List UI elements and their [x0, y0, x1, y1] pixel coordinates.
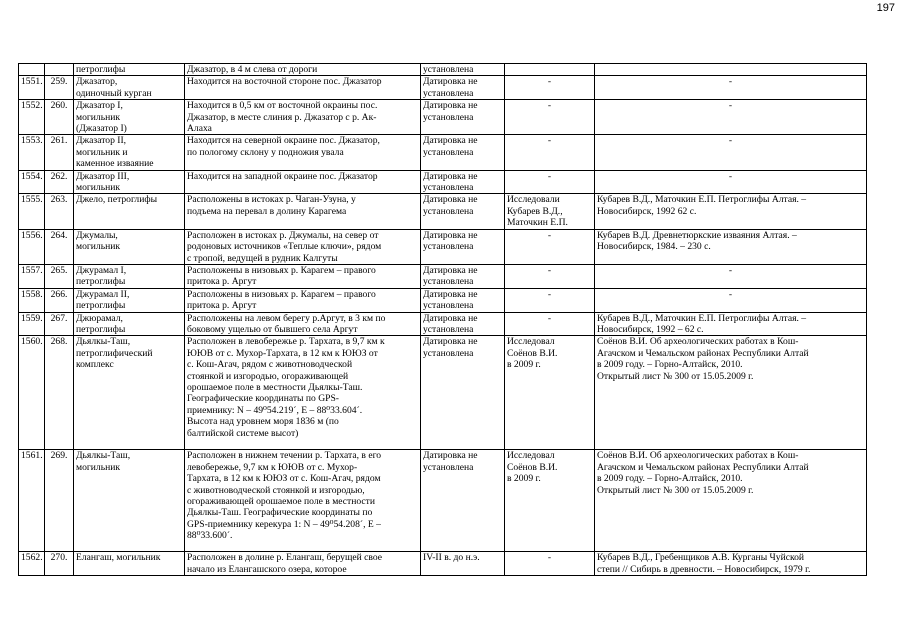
monument-literature: -: [595, 100, 867, 135]
row-sub-number: 265.: [45, 264, 74, 288]
monument-location: Находится на западной окраине пос. Джазатор: [185, 170, 421, 194]
monument-name: Джумалы, могильник: [74, 229, 185, 264]
monument-research: -: [505, 100, 595, 135]
row-sub-number: 268.: [45, 336, 74, 450]
row-number: 1562.: [19, 552, 45, 576]
monument-name: Джурамал II, петроглифы: [74, 288, 185, 312]
monument-dating: Датировка не установлена: [421, 135, 505, 170]
monument-dating: IV-II в. до н.э.: [421, 552, 505, 576]
monument-registry-table: [18, 63, 867, 576]
monument-dating: Датировка не установлена: [421, 336, 505, 450]
row-number: 1558.: [19, 288, 45, 312]
monument-location: Расположен в нижнем течении р. Тархата, в его левобережье, 9,7 км к ЮЮВ от с. Мухор- Тархата, в 12 км к ЮЮЗ от с. Кош-Агач, рядом с животноводческой стоянкой и изгородью, огораживающей орошаемое поле в местности Дьялкы-Таш. Географические координаты по GPS-приемнику керекура 1: N – 49⁰54.208´, E – 88⁰33.600´.: [185, 450, 421, 552]
monument-research: Исследовали Кубарев В.Д., Маточкин Е.П.: [505, 194, 595, 229]
row-number: 1555.: [19, 194, 45, 229]
row-number: 1557.: [19, 264, 45, 288]
monument-location: Расположен в долине р. Елангаш, берущей свое начало из Елангашского озера, которое: [185, 552, 421, 576]
monument-name: Джюрамал, петроглифы: [74, 312, 185, 336]
monument-research: -: [505, 288, 595, 312]
row-number: 1553.: [19, 135, 45, 170]
table-row: [19, 100, 867, 135]
monument-research: -: [505, 76, 595, 100]
monument-name: Джазатор, одиночный курган: [74, 76, 185, 100]
monument-dating: Датировка не установлена: [421, 170, 505, 194]
monument-literature: -: [595, 135, 867, 170]
monument-dating: установлена: [421, 64, 505, 76]
table-row: [19, 264, 867, 288]
monument-name: петроглифы: [74, 64, 185, 76]
row-sub-number: 269.: [45, 450, 74, 552]
row-sub-number: 260.: [45, 100, 74, 135]
monument-research: -: [505, 170, 595, 194]
monument-dating: Датировка не установлена: [421, 264, 505, 288]
monument-research: -: [505, 312, 595, 336]
monument-dating: Датировка не установлена: [421, 229, 505, 264]
monument-name: Джурамал I, петроглифы: [74, 264, 185, 288]
row-number: 1554.: [19, 170, 45, 194]
monument-name: Дьялкы-Таш, могильник: [74, 450, 185, 552]
monument-name: Джазатор II, могильник и каменное изваяние: [74, 135, 185, 170]
table-row: [19, 194, 867, 229]
monument-location: Находится на восточной стороне пос. Джазатор: [185, 76, 421, 100]
row-number: 1559.: [19, 312, 45, 336]
table-row: [19, 170, 867, 194]
page-number: 197: [876, 2, 895, 14]
monument-literature: Кубарев В.Д., Гребенщиков А.В. Курганы Чуйской степи // Сибирь в древности. – Новосибирск, 1979 г.: [595, 552, 867, 576]
monument-literature: Кубарев В.Д., Маточкин Е.П. Петроглифы Алтая. – Новосибирск, 1992 – 62 с.: [595, 312, 867, 336]
monument-research: [505, 64, 595, 76]
row-sub-number: 266.: [45, 288, 74, 312]
monument-literature: Соёнов В.И. Об археологических работах в Кош- Агачском и Чемальском районах Республики Алтай в 2009 году. – Горно-Алтайск, 2010. Открытый лист № 300 от 15.05.2009 г.: [595, 450, 867, 552]
monument-literature: -: [595, 170, 867, 194]
row-number: 1552.: [19, 100, 45, 135]
monument-location: Джазатор, в 4 м слева от дороги: [185, 64, 421, 76]
row-sub-number: 267.: [45, 312, 74, 336]
row-number: 1560.: [19, 336, 45, 450]
monument-location: Расположены в истоках р. Чаган-Узуна, у подъема на перевал в долину Карагема: [185, 194, 421, 229]
registry-body: [19, 64, 867, 576]
row-sub-number: 264.: [45, 229, 74, 264]
monument-location: Расположены на левом берегу р.Аргут, в 3 км по боковому ущелью от бывшего села Аргут: [185, 312, 421, 336]
table-row: [19, 288, 867, 312]
monument-dating: Датировка не установлена: [421, 312, 505, 336]
monument-research: Исследовал Соёнов В.И. в 2009 г.: [505, 450, 595, 552]
row-sub-number: 270.: [45, 552, 74, 576]
table-row: [19, 450, 867, 552]
row-number: 1561.: [19, 450, 45, 552]
table-row: [19, 312, 867, 336]
table-row: [19, 229, 867, 264]
monument-literature: Кубарев В.Д. Древнетюркские изваяния Алтая. – Новосибирск, 1984. – 230 с.: [595, 229, 867, 264]
monument-name: Дьялкы-Таш, петроглифический комплекс: [74, 336, 185, 450]
row-number: [19, 64, 45, 76]
monument-dating: Датировка не установлена: [421, 194, 505, 229]
monument-name: Джело, петроглифы: [74, 194, 185, 229]
monument-research: -: [505, 229, 595, 264]
monument-dating: Датировка не установлена: [421, 100, 505, 135]
monument-research: -: [505, 552, 595, 576]
row-sub-number: 262.: [45, 170, 74, 194]
monument-dating: Датировка не установлена: [421, 76, 505, 100]
monument-literature: -: [595, 264, 867, 288]
row-sub-number: 261.: [45, 135, 74, 170]
monument-literature: Кубарев В.Д., Маточкин Е.П. Петроглифы Алтая. – Новосибирск, 1992 62 с.: [595, 194, 867, 229]
monument-name: Джазатор I, могильник (Джазатор I): [74, 100, 185, 135]
monument-name: Джазатор III, могильник: [74, 170, 185, 194]
monument-literature: -: [595, 288, 867, 312]
table-row: [19, 64, 867, 76]
row-sub-number: 259.: [45, 76, 74, 100]
monument-dating: Датировка не установлена: [421, 450, 505, 552]
monument-location: Расположены в низовьях р. Карагем – правого притока р. Аргут: [185, 264, 421, 288]
monument-research: -: [505, 135, 595, 170]
monument-dating: Датировка не установлена: [421, 288, 505, 312]
monument-location: Расположен в истоках р. Джумалы, на север от родоновых источников «Теплые ключи», рядом с тропой, ведущей в рудник Калгуты: [185, 229, 421, 264]
monument-location: Находится в 0,5 км от восточной окраины пос. Джазатор, в месте слиния р. Джазатор с р. Ак- Алаха: [185, 100, 421, 135]
monument-name: Елангаш, могильник: [74, 552, 185, 576]
row-number: 1551.: [19, 76, 45, 100]
monument-location: Расположен в левобережье р. Тархата, в 9,7 км к ЮЮВ от с. Мухор-Тархата, в 12 км к ЮЮЗ от с. Кош-Агач, рядом с животноводческой стоянкой и изгородью, огораживающей орошаемое поле в местности Дьялкы-Таш. Географические координаты по GPS- приемнику: N – 49⁰54.219´, E – 88⁰33.604´. Высота над уровнем моря 1836 м (по балтийской системе высот): [185, 336, 421, 450]
table-row: [19, 76, 867, 100]
table-row: [19, 135, 867, 170]
monument-location: Расположены в низовьях р. Карагем – правого притока р. Аргут: [185, 288, 421, 312]
row-sub-number: 263.: [45, 194, 74, 229]
row-number: 1556.: [19, 229, 45, 264]
monument-location: Находится на северной окраине пос. Джазатор, по пологому склону у подножия увала: [185, 135, 421, 170]
monument-literature: [595, 64, 867, 76]
monument-literature: -: [595, 76, 867, 100]
table-row: [19, 336, 867, 450]
table-row: [19, 552, 867, 576]
monument-literature: Соёнов В.И. Об археологических работах в Кош- Агачском и Чемальском районах Республики Алтай в 2009 году. – Горно-Алтайск, 2010. Открытый лист № 300 от 15.05.2009 г.: [595, 336, 867, 450]
monument-research: Исследовал Соёнов В.И. в 2009 г.: [505, 336, 595, 450]
row-sub-number: [45, 64, 74, 76]
monument-research: -: [505, 264, 595, 288]
